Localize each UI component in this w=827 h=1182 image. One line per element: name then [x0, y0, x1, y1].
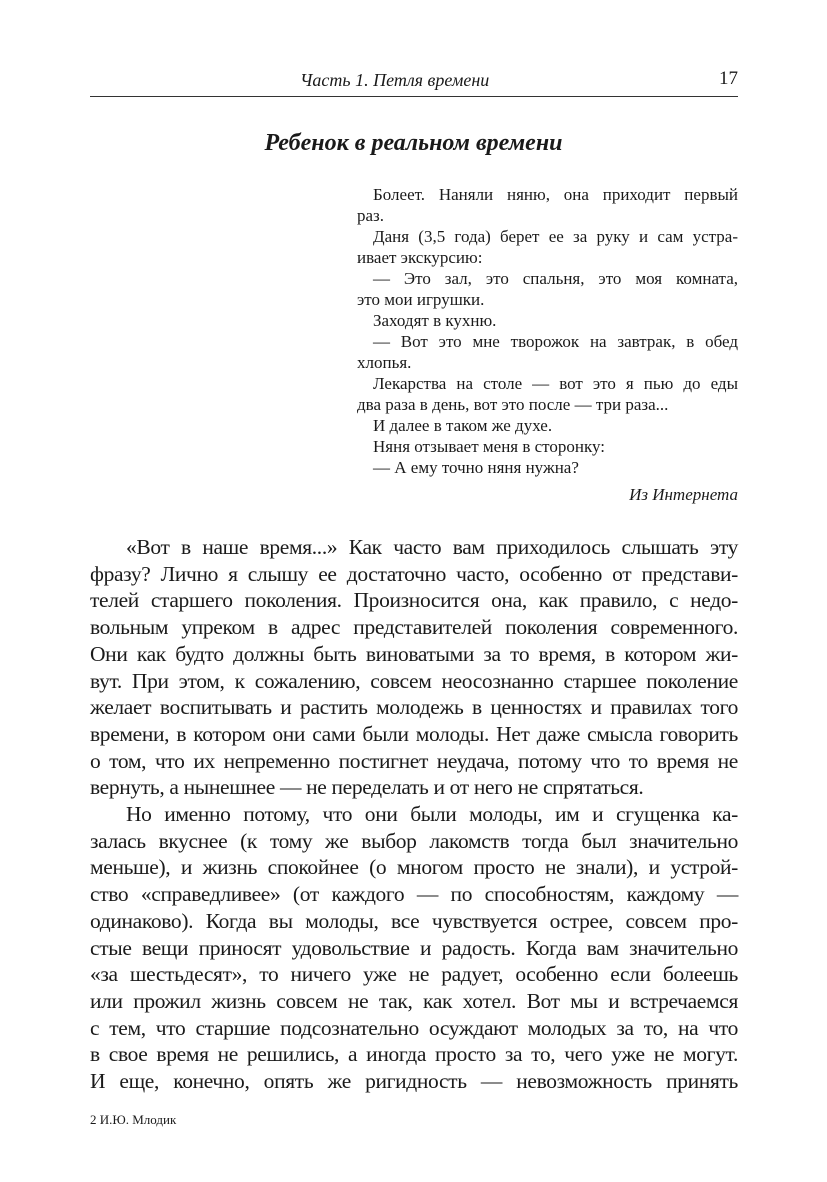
body-line: Но именно потому, что они были молоды, им и сгущенка ка-	[126, 802, 738, 827]
epigraph-line: два раза в день, вот это после — три раза...	[357, 395, 669, 414]
epigraph-line: Болеет. Наняли няню, она приходит первый	[373, 185, 738, 204]
body-text	[90, 534, 738, 1095]
body-line: времени, в котором они сами были молоды. Нет даже смысла говорить	[90, 721, 738, 746]
body-line: фразу? Лично я слышу ее достаточно часто, особенно от представи-	[90, 561, 738, 586]
running-title: Часть 1. Петля времени	[300, 70, 490, 90]
section-title: Ребенок в реальном времени	[264, 130, 563, 156]
body-line: Они как будто должны быть виноватыми за то время, в котором жи-	[90, 641, 738, 666]
epigraph-line: ивает экскурсию:	[357, 248, 483, 267]
epigraph-line: — Это зал, это спальня, это моя комната,	[373, 269, 738, 288]
body-line: стые вещи приносят удовольствие и радость. Когда вам значительно	[90, 935, 738, 960]
body-line: с тем, что старшие подсознательно осуждают молодых за то, на что	[90, 1015, 738, 1040]
epigraph-line: Даня (3,5 года) берет ее за руку и сам устра-	[373, 227, 738, 246]
epigraph-line: раз.	[357, 206, 385, 225]
epigraph-line: Няня отзывает меня в сторонку:	[373, 437, 605, 456]
body-line: залась вкуснее (к тому же выбор лакомств тогда был значительно	[90, 828, 738, 853]
body-line: в свое время не решились, а иногда просто за то, чего уже не могут.	[90, 1042, 738, 1067]
body-line: вут. При этом, к сожалению, совсем неосознанно старшее поколение	[90, 668, 738, 693]
epigraph-line: И далее в таком же духе.	[373, 416, 553, 435]
body-line: «Вот в наше время...» Как часто вам приходилось слышать эту	[126, 535, 738, 559]
body-line: желает воспитывать и растить молодежь в ценностях и правилах того	[90, 695, 738, 720]
body-line: вольным упреком в адрес представителей поколения современного.	[90, 615, 738, 640]
body-line: И еще, конечно, опять же ригидность — невозможность принять	[90, 1069, 738, 1094]
running-header	[90, 66, 738, 97]
body-line: телей старшего поколения. Произносится она, как правило, с недо-	[90, 588, 738, 613]
epigraph-line: — А ему точно няня нужна?	[373, 458, 579, 477]
epigraph-line: это мои игрушки.	[357, 290, 485, 309]
epigraph-line: хлопья.	[357, 353, 412, 372]
footer-signature: 2 И.Ю. Млодик	[90, 1112, 177, 1127]
epigraph-source: Из Интернета	[629, 485, 738, 504]
epigraph-line: Лекарства на столе — вот это я пью до еды	[373, 374, 738, 393]
epigraph-line: Заходят в кухню.	[373, 311, 497, 330]
body-line: вернуть, а нынешнее — не переделать и от него не спрятаться.	[90, 775, 644, 800]
epigraph-line: — Вот это мне творожок на завтрак, в обед	[373, 332, 738, 351]
body-line: «за шестьдесят», то ничего уже не радует, особенно если болеешь	[90, 962, 738, 987]
body-line: одинаково). Когда вы молоды, все чувствуется острее, совсем про-	[90, 908, 738, 933]
body-line: меньше), и жизнь спокойнее (о многом просто не знали), и устрой-	[90, 855, 738, 880]
page-number: 17	[719, 68, 738, 89]
epigraph	[357, 184, 738, 505]
body-line: или прожил жизнь совсем не так, как хотел. Вот мы и встречаемся	[90, 988, 738, 1013]
body-line: о том, что их непременно постигнет неудача, потому что то время не	[90, 748, 738, 773]
body-line: ство «справедливее» (от каждого — по способностям, каждому —	[90, 882, 738, 907]
